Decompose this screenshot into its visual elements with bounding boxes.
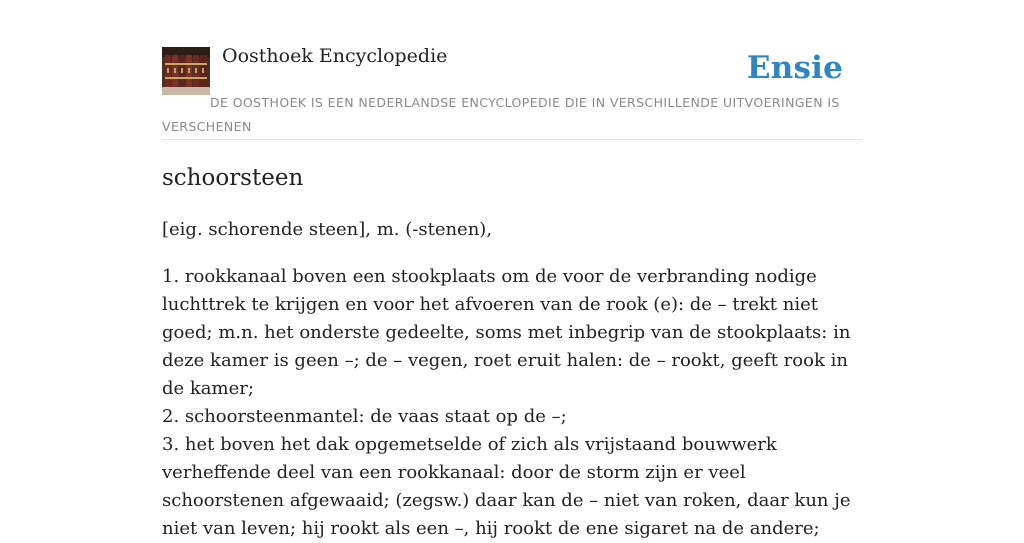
page-container [162,0,862,539]
definition-item: 1. rookkanaal boven een stookplaats om de voor de verbranding nodige luchttrek te krijgen en voor het afvoeren van de rook (e): de – trekt niet goed; m.n. het onderste gedeelte, soms met inbegrip van de stookplaats: in deze kamer is geen –; de – vegen, roet eruit halen: de – rookt, geeft rook in de kamer; [162,266,851,399]
entry-title: schoorsteen [162,165,304,191]
site-header [162,0,862,140]
definition-item: 3. het boven het dak opgemetselde of zich als vrijstaand bouwwerk verheffende deel van een rookkanaal: door de storm zijn er veel schoorstenen afgewaaid; (zegsw.) daar kan de – niet van roken, daar kun je niet van leven; hij rookt als een –, hij rookt de ene sigaret na de andere; [162,434,851,539]
site-tagline: DE OOSTHOEK IS EEN NEDERLANDSE ENCYCLOPEDIE DIE IN VERSCHILLENDE UITVOERINGEN IS VERSCHENEN [162,95,840,134]
entry-definitions [162,263,862,543]
definition-item: 2. schoorsteenmantel: de vaas staat op de –; [162,406,567,427]
ensie-logo[interactable]: Ensie [746,50,843,86]
site-title-link[interactable]: Oosthoek Encyclopedie [222,45,448,67]
entry-etymology: [eig. schorende steen], m. (-stenen), [162,219,493,240]
encyclopedia-books-icon [162,47,210,95]
site-avatar[interactable] [162,47,210,95]
